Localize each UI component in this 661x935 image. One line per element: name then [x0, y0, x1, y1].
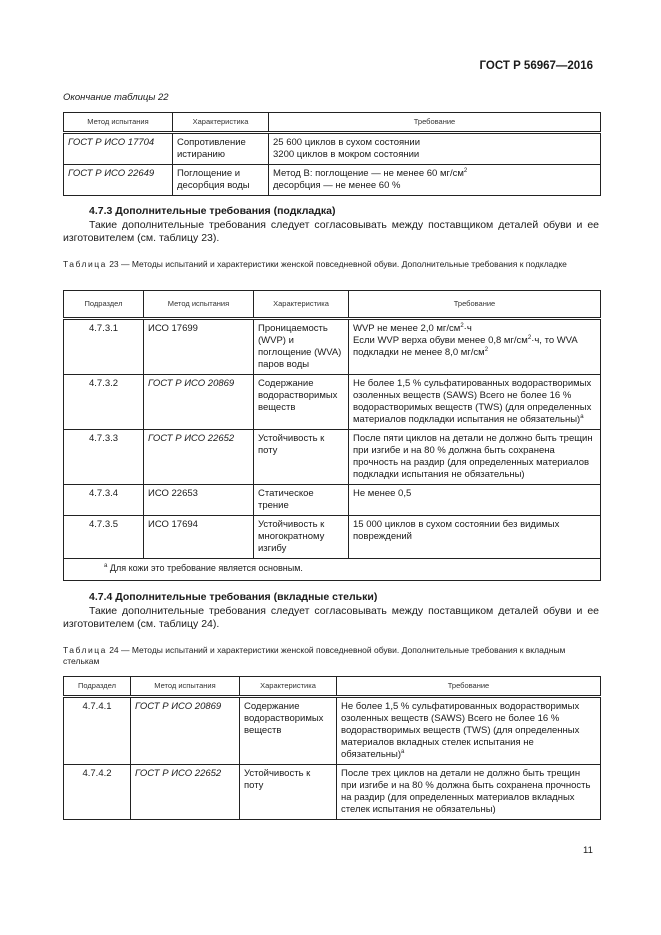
table-row: 4.7.3.3 ГОСТ Р ИСО 22652 Устойчивость к поту После пяти циклов на детали не должно быть трещин при изгибе и на 80 % должна быть сохранена прочность на раздир (для определенных материалов подкладки испытания не обязательны) [64, 430, 601, 485]
table-row: 4.7.3.4 ИСО 22653 Статическое трение Не менее 0,5 [64, 485, 601, 516]
table-row: 4.7.3.5 ИСО 17694 Устойчивость к многократному изгибу 15 000 циклов в сухом состоянии без видимых повреждений [64, 516, 601, 559]
method-cell: ГОСТ Р ИСО 22649 [64, 165, 173, 196]
table-caption: Таблица 23 — Методы испытаний и характеристики женской повседневной обуви. Дополнительные требования к подкладке [63, 259, 567, 269]
col-header: Метод испытания [64, 113, 173, 133]
table-24 [63, 676, 601, 820]
table-row: 4.7.3.2 ГОСТ Р ИСО 20869 Содержание водорастворимых веществ Не более 1,5 % сульфатированных водорастворимых озоленных веществ (SAWS) Всего не более 16 % водорастворимых веществ (TWS) (для определенных материалов подкладки испытания не обязательны)$^a$ [64, 375, 601, 430]
section-title: 4.7.4 Дополнительные требования (вкладные стельки) [89, 591, 378, 603]
paragraph: Такие дополнительные требования следует согласовывать между поставщиком деталей обуви и ее изготовителем (см. таблицу 23). [63, 219, 599, 244]
table-22-end [63, 112, 601, 196]
col-header: Характеристика [240, 677, 337, 697]
requirement-cell: 25 600 циклов в сухом состоянии 3200 циклов в мокром состоянии [269, 133, 601, 165]
paragraph: Такие дополнительные требования следует согласовывать между поставщиком деталей обуви и ее изготовителем (см. таблицу 24). [63, 605, 599, 630]
table-footnote: $^a$ Для кожи это требование является основным. [64, 559, 601, 581]
requirement-cell: WVP не менее 2,0 $мг/см^2\cdot ч$ Если WVP верха обуви менее 0,8 $мг/см^2\cdot ч$, то WVA подкладки не менее 8,0 $мг/см^2$ [349, 319, 601, 375]
table-row: 4.7.4.2 ГОСТ Р ИСО 22652 Устойчивость к поту После трех циклов на детали не должно быть трещин при изгибе и на 80 % должна быть сохранена прочность на раздир (для определенных материалов вкладных стелек испытания не обязательны) [64, 765, 601, 820]
col-header: Требование [269, 113, 601, 133]
table-row [64, 133, 601, 165]
table-23 [63, 290, 601, 581]
col-header: Подраздел [64, 677, 131, 697]
section-title: 4.7.3 Дополнительные требования (подкладка) [89, 205, 336, 217]
col-header: Характеристика [254, 291, 349, 319]
page-number: 11 [583, 845, 593, 856]
requirement-cell: Метод В: поглощение — не менее 60 $мг/см^2$ десорбция — не менее 60 % [269, 165, 601, 196]
table-row [64, 165, 601, 196]
characteristic-cell: Поглощение и десорбция воды [173, 165, 269, 196]
document-id: ГОСТ Р 56967—2016 [479, 60, 593, 72]
col-header: Требование [337, 677, 601, 697]
characteristic-cell: Сопротивление истиранию [173, 133, 269, 165]
table-caption: Таблица 24 — Методы испытаний и характеристики женской повседневной обуви. Дополнительные требования к вкладным стелькам [63, 645, 566, 666]
col-header: Метод испытания [131, 677, 240, 697]
method-cell: ГОСТ Р ИСО 17704 [64, 133, 173, 165]
col-header: Характеристика [173, 113, 269, 133]
col-header: Метод испытания [144, 291, 254, 319]
col-header: Подраздел [64, 291, 144, 319]
table-row: 4.7.4.1 ГОСТ Р ИСО 20869 Содержание водорастворимых веществ Не более 1,5 % сульфатированных водорастворимых озоленных веществ (SAWS) Всего не более 16 % водорастворимых веществ (TWS) (для определенных материалов вкладных стелек испытания не обязательны)$^a$ [64, 697, 601, 765]
col-header: Требование [349, 291, 601, 319]
table-row: 4.7.3.1 ИСО 17699 Проницаемость (WVP) и поглощение (WVA) паров воды WVP не менее 2,0 $мг/см^2\cdot ч$ Если WVP верха обуви менее 0,8 $мг/см^2\cdot ч$, то WVA подкладки не менее 8,0 $мг/см^2$ [64, 319, 601, 375]
table-continuation-caption: Окончание таблицы 22 [63, 92, 169, 103]
